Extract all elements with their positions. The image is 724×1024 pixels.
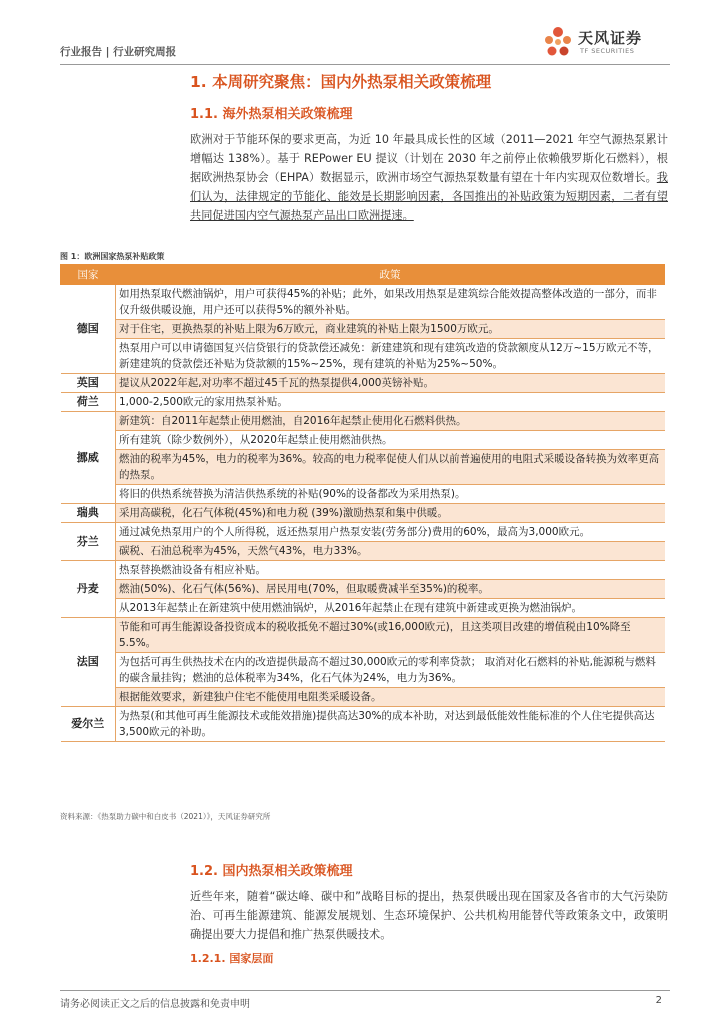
table-row	[61, 320, 665, 339]
table-row	[61, 707, 665, 742]
country-cell: 丹麦	[61, 561, 116, 618]
policy-table	[60, 264, 665, 742]
company-logo	[540, 24, 670, 64]
policy-cell: 采用高碳税，化石气体税(45%)和电力税 (39%)激励热泵和集中供暖。	[116, 504, 665, 523]
table-row	[61, 374, 665, 393]
paragraph-underlined-text: 我们认为，法律规定的节能化、能效是长期影响因素，各国推出的补贴政策为短期因素，二者有望共同促进国内空气源热泵产品出口欧洲提速。	[190, 171, 668, 222]
table-row	[61, 412, 665, 431]
table-row	[61, 542, 665, 561]
policy-cell: 将旧的供热系统替换为清洁供热系统的补贴(90%的设备都改为采用热泵)。	[116, 485, 665, 504]
policy-cell: 热泵替换燃油设备有相应补贴。	[116, 561, 665, 580]
policy-cell: 燃油的税率为45%，电力的税率为36%。较高的电力税率促使人们从以前普遍使用的电阻式采暖设备转换为效率更高的热泵。	[116, 450, 665, 485]
policy-cell: 根据能效要求，新建独户住宅不能使用电阻类采暖设备。	[116, 688, 665, 707]
country-cell: 荷兰	[61, 393, 116, 412]
policy-cell: 从2013年起禁止在新建筑中使用燃油锅炉，从2016年起禁止在现有建筑中新建或更换为燃油锅炉。	[116, 599, 665, 618]
page-number: 2	[655, 995, 662, 1006]
table-row	[61, 688, 665, 707]
country-cell: 德国	[61, 285, 116, 374]
policy-cell: 如用热泵取代燃油锅炉，用户可获得45%的补贴；此外，如果改用热泵是建筑综合能效提高整体改造的一部分，而非仅升级供暖设施，用户还可以获得5%的额外补贴。	[116, 285, 665, 320]
policy-cell: 对于住宅，更换热泵的补贴上限为6万欧元，商业建筑的补贴上限为1500万欧元。	[116, 320, 665, 339]
section-heading-1: 1. 本周研究聚焦：国内外热泵相关政策梳理	[190, 73, 492, 91]
header-divider	[60, 64, 670, 65]
paragraph-text: 欧洲对于节能环保的要求更高，为近 10 年最具成长性的区域（2011—2021 年空气源热泵累计增幅达 138%）。基于 REPower EU 提议（计划在 2030 年之前停止依赖俄罗斯化石燃料），根据欧洲热泵协会（EHPA）数据显示，欧洲市场空气源热泵数量有望在十年内实现双位数增长。	[190, 133, 668, 184]
table-row	[61, 523, 665, 542]
section-heading-1-1: 1.1. 海外热泵相关政策梳理	[190, 107, 353, 122]
table-row	[61, 561, 665, 580]
column-header-country: 国家	[61, 265, 116, 285]
paragraph-overseas-policy	[190, 130, 668, 225]
policy-cell: 热泵用户可以申请德国复兴信贷银行的贷款偿还减免：新建建筑和现有建筑改造的贷款额度从12万~15万欧元不等，新建建筑的贷款偿还补贴为贷款额的15%~25%，现有建筑的补贴为25%~50%。	[116, 339, 665, 374]
policy-cell: 为热泵(和其他可再生能源技术或能效措施)提供高达30%的成本补助，对达到最低能效性能标准的个人住宅提供高达3,500欧元的补助。	[116, 707, 665, 742]
policy-cell: 通过减免热泵用户的个人所得税，返还热泵用户热泵安装(劳务部分)费用的60%，最高为3,000欧元。	[116, 523, 665, 542]
country-cell: 法国	[61, 618, 116, 707]
table-row	[61, 618, 665, 653]
policy-cell: 节能和可再生能源设备投资成本的税收抵免不超过30%(或16,000欧元)，且这类项目改建的增值税由10%降至5.5%。	[116, 618, 665, 653]
country-cell: 爱尔兰	[61, 707, 116, 742]
paragraph-domestic-policy: 近些年来，随着“碳达峰、碳中和”战略目标的提出，热泵供暖出现在国家及各省市的大气污染防治、可再生能源建筑、能源发展规划、生态环境保护、公共机构用能替代等政策条文中，政策明确提出要大力提倡和推广热泵供暖技术。	[190, 890, 668, 941]
country-cell: 挪威	[61, 412, 116, 504]
table-row	[61, 504, 665, 523]
policy-cell: 新建筑：自2011年起禁止使用燃油，自2016年起禁止使用化石燃料供热。	[116, 412, 665, 431]
table-row	[61, 431, 665, 450]
country-cell: 瑞典	[61, 504, 116, 523]
table-row	[61, 339, 665, 374]
figure-source: 资料来源：《热泵助力碳中和白皮书（2021）》，天风证券研究所	[60, 812, 271, 821]
policy-cell: 所有建筑（除少数例外），从2020年起禁止使用燃油供热。	[116, 431, 665, 450]
section-heading-1-2-1: 1.2.1. 国家层面	[190, 952, 274, 965]
policy-cell: 1,000-2,500欧元的家用热泵补贴。	[116, 393, 665, 412]
figure-title: 图 1：欧洲国家热泵补贴政策	[60, 252, 165, 261]
logo-name-cn: 天风证券	[578, 29, 643, 47]
table-row	[61, 450, 665, 485]
table-row	[61, 393, 665, 412]
column-header-policy: 政策	[116, 265, 665, 285]
table-row	[61, 285, 665, 320]
table-row	[61, 653, 665, 688]
table-row	[61, 580, 665, 599]
policy-cell: 提议从2022年起,对功率不超过45千瓦的热泵提供4,000英镑补贴。	[116, 374, 665, 393]
logo-name-en: TF SECURITIES	[580, 47, 635, 55]
section-heading-1-2: 1.2. 国内热泵相关政策梳理	[190, 864, 353, 879]
table-row	[61, 485, 665, 504]
table-row	[61, 599, 665, 618]
footer-disclaimer: 请务必阅读正文之后的信息披露和免责申明	[60, 999, 250, 1010]
country-cell: 英国	[61, 374, 116, 393]
page-header	[60, 29, 670, 74]
policy-cell: 碳税、石油总税率为45%，天然气43%，电力33%。	[116, 542, 665, 561]
policy-cell: 燃油(50%)、化石气体(56%)、居民用电(70%，但取暖费减半至35%)的税率。	[116, 580, 665, 599]
breadcrumb: 行业报告 | 行业研究周报	[60, 46, 177, 58]
table-header-row	[61, 265, 665, 285]
logo-flower-icon	[540, 24, 576, 60]
policy-cell: 为包括可再生供热技术在内的改造提供最高不超过30,000欧元的零利率贷款； 取消对化石燃料的补贴,能源税与燃料的碳含量挂钩；燃油的总体税率为34%，化石气体为24%，电力为36%。	[116, 653, 665, 688]
footer-divider	[60, 990, 670, 991]
country-cell: 芬兰	[61, 523, 116, 561]
